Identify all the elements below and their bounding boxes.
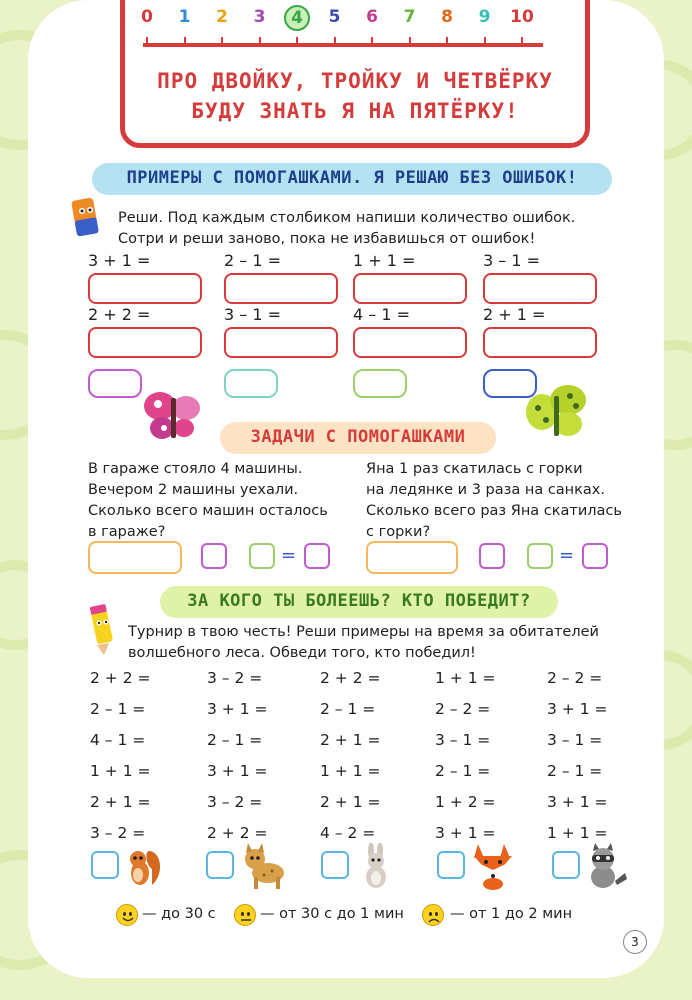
legend-medium: — от 30 с до 1 мин — [260, 906, 404, 922]
squirrel-icon — [124, 845, 164, 887]
number-line-digit: 4 — [284, 5, 310, 31]
exercise-text: 3 + 1 = — [547, 793, 608, 811]
section3-instruction-2: волшебного леса. Обведи того, кто победил! — [128, 645, 476, 661]
exercise-text: 2 – 1 = — [207, 731, 263, 749]
exercise-text: 2 – 1 = — [320, 700, 376, 718]
number-line-digit: 5 — [328, 7, 341, 27]
exercise-text: 2 – 2 = — [547, 669, 603, 687]
fox-score-box[interactable] — [437, 851, 465, 879]
happy-smiley-icon — [116, 904, 138, 926]
exercise-text: 2 + 2 = — [90, 669, 151, 687]
exercise-text: 2 – 1 = — [547, 762, 603, 780]
exercise-text: 2 + 1 = — [320, 731, 381, 749]
lynx-score-box[interactable] — [206, 851, 234, 879]
task1-result-box[interactable] — [304, 543, 330, 569]
number-line-digit: 9 — [478, 7, 491, 27]
eraser-mascot-icon — [66, 195, 106, 243]
task2-line: на ледянке и 3 раза на санках. — [366, 482, 605, 498]
section2-title: ЗАДАЧИ С ПОМОГАШКАМИ — [220, 422, 496, 454]
task1-answer-box[interactable] — [88, 541, 182, 574]
section3-instruction-1: Турнир в твою честь! Реши примеры на время за обитателей — [128, 624, 599, 640]
number-line-digit: 2 — [216, 7, 228, 27]
exercise-text: 4 – 1 = — [353, 305, 411, 324]
answer-box[interactable] — [483, 327, 597, 358]
exercise-text: 3 – 1 = — [483, 251, 541, 270]
fox-icon — [470, 840, 516, 890]
exercise-text: 3 + 1 = — [88, 251, 151, 270]
task1-line: Вечером 2 машины уехали. — [88, 482, 299, 498]
answer-box[interactable] — [353, 273, 467, 304]
task1-line: В гараже стояло 4 машины. — [88, 461, 303, 477]
number-line-tick — [371, 37, 373, 47]
neutral-smiley-icon — [234, 904, 256, 926]
section1-instruction-2: Сотри и реши заново, пока не избавишься от ошибок! — [118, 231, 536, 247]
legend-fast: — до 30 с — [142, 906, 216, 922]
number-line-tick — [334, 37, 336, 47]
exercise-text: 1 + 1 = — [353, 251, 416, 270]
error-count-box[interactable] — [353, 369, 407, 398]
exercise-text: 2 – 2 = — [435, 700, 491, 718]
task2-line: с горки? — [366, 524, 431, 540]
squirrel-score-box[interactable] — [91, 851, 119, 879]
exercise-text: 2 – 1 = — [90, 700, 146, 718]
pink-butterfly-icon — [142, 388, 206, 444]
task1-operand-box[interactable] — [201, 543, 227, 569]
sad-smiley-icon — [422, 904, 444, 926]
number-line-tick — [521, 37, 523, 47]
number-line-digit: 3 — [253, 7, 266, 27]
exercise-text: 2 – 1 = — [224, 251, 282, 270]
exercise-text: 3 – 1 = — [224, 305, 282, 324]
exercise-text: 4 – 1 = — [90, 731, 146, 749]
exercise-text: 2 + 1 = — [90, 793, 151, 811]
header-box — [120, 0, 590, 148]
exercise-text: 4 – 2 = — [320, 824, 376, 842]
header-line-1: ПРО ДВОЙКУ, ТРОЙКУ И ЧЕТВЁРКУ — [157, 69, 553, 93]
exercise-text: 3 – 2 = — [90, 824, 146, 842]
answer-box[interactable] — [224, 273, 338, 304]
answer-box[interactable] — [483, 273, 597, 304]
task2-answer-box[interactable] — [366, 541, 458, 574]
rabbit-score-box[interactable] — [321, 851, 349, 879]
number-line-digit: 8 — [441, 7, 453, 27]
task2-result-box[interactable] — [582, 543, 608, 569]
section3-title: ЗА КОГО ТЫ БОЛЕЕШЬ? КТО ПОБЕДИТ? — [160, 586, 558, 618]
number-line-tick — [259, 37, 261, 47]
exercise-text: 1 + 1 = — [320, 762, 381, 780]
number-line-digit: 7 — [403, 7, 416, 27]
exercise-text: 3 – 2 = — [207, 793, 263, 811]
raccoon-score-box[interactable] — [552, 851, 580, 879]
task1-operand-box[interactable] — [249, 543, 275, 569]
exercise-text: 3 – 1 = — [435, 731, 491, 749]
exercise-text: 2 + 2 = — [320, 669, 381, 687]
exercise-text: 1 + 1 = — [435, 669, 496, 687]
task2-operand-box[interactable] — [479, 543, 505, 569]
task1-line: в гараже? — [88, 524, 166, 540]
error-count-box[interactable] — [224, 369, 278, 398]
raccoon-icon — [583, 843, 627, 889]
task2-line: Яна 1 раз скатилась с горки — [366, 461, 583, 477]
exercise-text: 1 + 1 = — [547, 824, 608, 842]
exercise-text: 3 – 1 = — [547, 731, 603, 749]
exercise-text: 3 + 1 = — [207, 700, 268, 718]
exercise-text: 3 + 1 = — [547, 700, 608, 718]
number-line-tick — [296, 37, 298, 47]
pencil-mascot-icon — [86, 603, 118, 655]
task2-line: Сколько всего раз Яна скатилась — [366, 503, 622, 519]
lynx-icon — [242, 843, 288, 889]
rabbit-icon — [358, 843, 394, 889]
number-line-tick — [184, 37, 186, 47]
exercise-text: 1 + 1 = — [90, 762, 151, 780]
number-line-tick — [446, 37, 448, 47]
answer-box[interactable] — [88, 273, 202, 304]
equals-sign: = — [281, 545, 297, 566]
answer-box[interactable] — [353, 327, 467, 358]
number-line-digit: 0 — [141, 7, 153, 27]
exercise-text: 2 + 2 = — [207, 824, 268, 842]
exercise-text: 1 + 2 = — [435, 793, 496, 811]
exercise-text: 3 + 1 = — [435, 824, 496, 842]
equals-sign: = — [559, 545, 575, 566]
section1-title: ПРИМЕРЫ С ПОМОГАШКАМИ. Я РЕШАЮ БЕЗ ОШИБОК! — [92, 163, 612, 195]
section1-instruction-1: Реши. Под каждым столбиком напиши количество ошибок. — [118, 210, 576, 226]
answer-box[interactable] — [224, 327, 338, 358]
answer-box[interactable] — [88, 327, 202, 358]
number-line-digit: 6 — [366, 7, 378, 27]
task2-operand-box[interactable] — [527, 543, 553, 569]
exercise-text: 2 + 1 = — [320, 793, 381, 811]
number-line-tick — [409, 37, 411, 47]
task1-line: Сколько всего машин осталось — [88, 503, 328, 519]
exercise-text: 2 + 1 = — [483, 305, 546, 324]
exercise-text: 2 – 1 = — [435, 762, 491, 780]
number-line-digit: 10 — [510, 7, 534, 27]
number-line-digit: 1 — [178, 7, 191, 27]
legend-slow: — от 1 до 2 мин — [450, 906, 573, 922]
error-count-box[interactable] — [88, 369, 142, 398]
green-butterfly-icon — [524, 382, 590, 442]
header-line-2: БУДУ ЗНАТЬ Я НА ПЯТЁРКУ! — [191, 99, 519, 123]
number-line — [125, 0, 585, 65]
number-line-tick — [484, 37, 486, 47]
number-line-tick — [146, 37, 148, 47]
exercise-text: 2 + 2 = — [88, 305, 151, 324]
exercise-text: 3 – 2 = — [207, 669, 263, 687]
page-number: 3 — [623, 930, 647, 954]
number-line-tick — [221, 37, 223, 47]
exercise-text: 3 + 1 = — [207, 762, 268, 780]
